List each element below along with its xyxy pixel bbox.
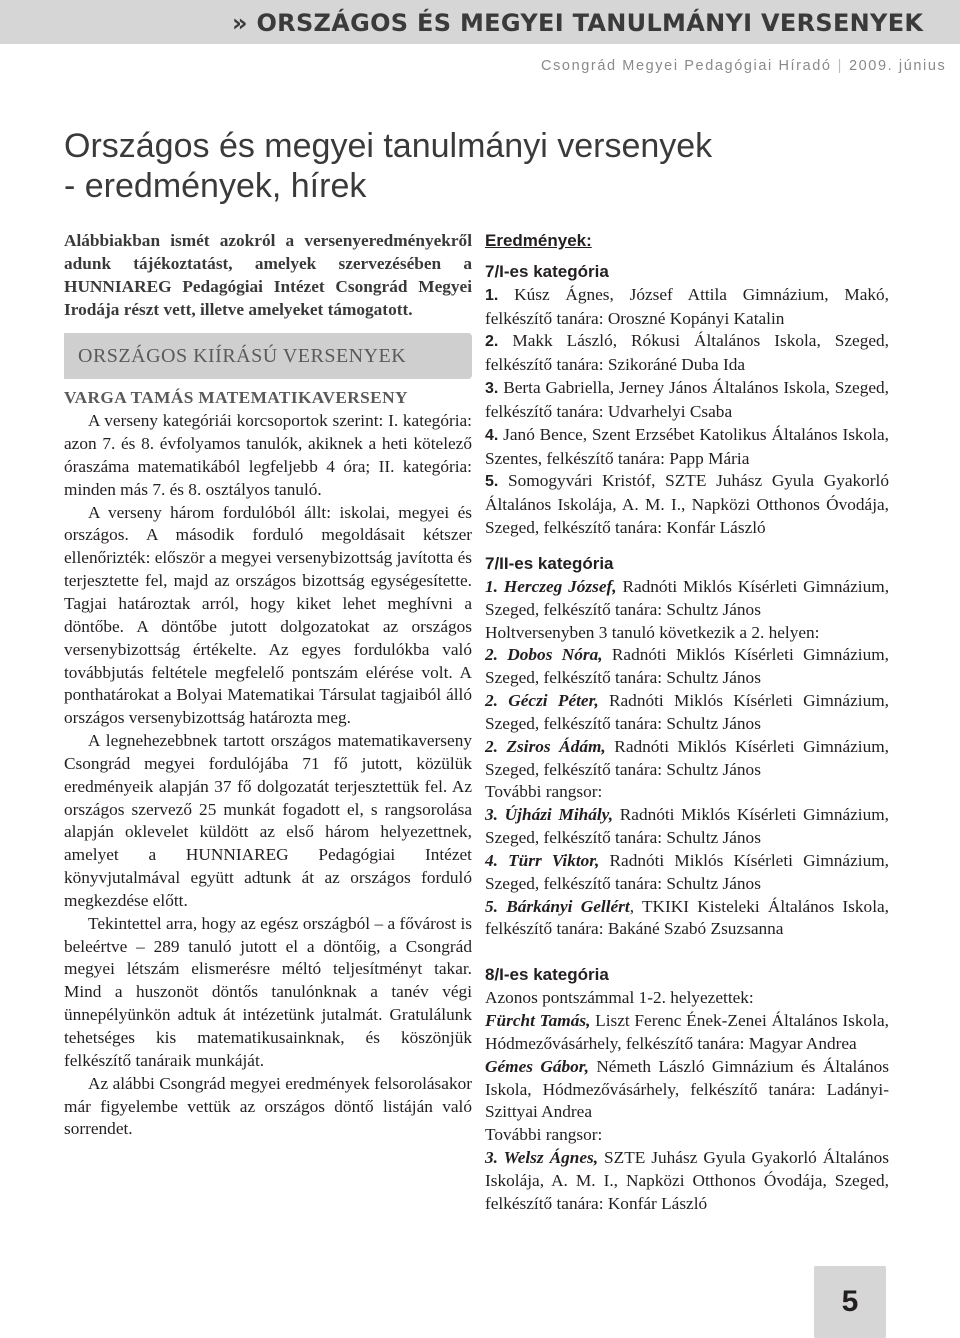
- result-text: Somogyvári Kristóf, SZTE Juhász Gyula Gyakorló Általános Iskolája, A. M. I., Napközi Otthonos Óvodája, Szeged, felkészítő tanára: Konfár László: [485, 471, 889, 538]
- student-name: 2. Zsiros Ádám,: [485, 736, 606, 756]
- body-paragraph: Az alábbi Csongrád megyei eredmények felsorolásakor már figyelembe vettük az országos döntő listáján való sorrendet.: [64, 1073, 472, 1139]
- spacer: [485, 941, 889, 951]
- publication-date: 2009. június: [848, 58, 947, 74]
- result-entry: [485, 377, 889, 424]
- student-name: 3. Újházi Mihály,: [485, 805, 614, 825]
- result-note: Holtversenyben 3 tanuló következik a 2. helyen:: [485, 622, 820, 642]
- result-text: SZTE Juhász Gyula Gyakorló Általános Iskolája, A. M. I., Napközi Otthonos Óvodája, Szeged, felkészítő tanára: Konfár László: [485, 1148, 889, 1213]
- category-heading: 7/II-es kategória: [485, 553, 614, 573]
- result-text: , TKIKI Kisteleki Általános Iskola, felkészítő tanára: Bakáné Szabó Zsuzsanna: [485, 896, 889, 939]
- article-title: [64, 126, 884, 206]
- category-heading: 7/I-es kategória: [485, 261, 609, 281]
- result-entry: [485, 1056, 889, 1125]
- rank-number: 5.: [485, 473, 499, 491]
- article-title-line-1: Országos és megyei tanulmányi versenyek: [64, 127, 713, 165]
- result-text: Radnóti Miklós Kísérleti Gimnázium, Szeged, felkészítő tanára: Schultz János: [485, 576, 890, 619]
- student-name: 2. Géczi Péter,: [485, 691, 599, 711]
- student-name: 3. Welsz Ágnes,: [485, 1148, 599, 1168]
- student-name: 4. Türr Viktor,: [485, 850, 600, 870]
- header-separator: |: [837, 58, 843, 74]
- result-text: Berta Gabriella, Jerney János Általános Iskola, Szeged, felkészítő tanára: Udvarhelyi Csaba: [485, 378, 889, 421]
- result-entry: [485, 644, 889, 690]
- rank-number: 1.: [485, 286, 499, 304]
- body-paragraph: Tekintettel arra, hogy az egész országból – a fővárost is beleértve – 289 tanuló jutott el a döntőig, a Csongrád megyei létszám elismerésre méltó teljesítményt takar. Mind a huszonöt döntős tanulónknak a tanév végi ünnepélyünkön adtuk át intézetünk jutalmát. Gratulálunk tehetséges kis matematikusainknak, és köszönjük felkészítő tanáraik munkáját.: [64, 913, 472, 1070]
- result-entry: [485, 1147, 889, 1216]
- spacer: [485, 540, 889, 553]
- spacer: [485, 951, 889, 964]
- category-heading: 8/I-es kategória: [485, 965, 609, 985]
- body-paragraph: A verseny kategóriái korcsoportok szerint: I. kategória: azon 7. és 8. évfolyamos tanulók, akiknek a heti kötelező óraszáma matematikából legfeljebb 4 óra; II. kategória: minden más 7. és 8. osztályos tanuló.: [64, 411, 472, 499]
- body-paragraph: A legnehezebbnek tartott országos matematikaverseny Csongrád megyei fordulójába 71 fő jutott, közülük eredményeik alapján 37 fő dolgozatát terjesztettük fel. Az országos szervező 25 munkát fogadott el, s rangsorolása alapján oklevelet küldött az első három helyezettnek, amelyet a HUNNIAREG Pedagógiai Intézet könyvjutalmával együtt adtunk át az országos forduló megkezdése előtt.: [64, 731, 472, 910]
- student-name: 1. Herczeg József,: [485, 576, 617, 596]
- rank-number: 2.: [485, 333, 499, 351]
- result-entry: [485, 330, 889, 377]
- result-text: Radnóti Miklós Kísérleti Gimnázium, Szeged, felkészítő tanára: Schultz János: [485, 691, 889, 733]
- section-heading: ORSZÁGOS KIÍRÁSÚ VERSENYEK: [64, 333, 472, 379]
- publication-name: Csongrád Megyei Pedagógiai Híradó: [541, 58, 832, 74]
- result-text: Radnóti Miklós Kísérleti Gimnázium, Szeged, felkészítő tanára: Schultz János: [485, 850, 889, 893]
- result-text: Radnóti Miklós Kísérleti Gimnázium, Szeged, felkészítő tanára: Schultz János: [485, 736, 889, 779]
- student-name: Fürcht Tamás,: [485, 1011, 591, 1030]
- result-text: Németh László Gimnázium és Általános Iskola, Hódmezővásárhely, felkészítő tanára: Ladányi-Szittyai Andrea: [485, 1056, 889, 1122]
- result-text: Liszt Ferenc Ének-Zenei Általános Iskola, Hódmezővásárhely, felkészítő tanára: Magyar Andrea: [485, 1011, 889, 1053]
- result-entry: [485, 1010, 889, 1056]
- result-entry: [485, 576, 889, 622]
- student-name: 5. Bárkányi Gellért: [485, 896, 630, 916]
- result-entry: [485, 736, 889, 782]
- results-heading: Eredmények:: [485, 231, 592, 250]
- section-header-title: » ORSZÁGOS ÉS MEGYEI TANULMÁNYI VERSENYEK: [232, 9, 924, 37]
- result-entry: [485, 896, 889, 942]
- result-note: További rangsor:: [485, 782, 603, 802]
- result-text: Radnóti Miklós Kísérleti Gimnázium, Szeged, felkészítő tanára: Schultz János: [485, 645, 889, 688]
- result-text: Janó Bence, Szent Erzsébet Katolikus Általános Iskola, Szentes, felkészítő tanára: Papp Mária: [485, 424, 889, 468]
- result-entry: [485, 690, 889, 736]
- rank-number: 4.: [485, 426, 499, 444]
- result-entry: [485, 284, 889, 331]
- result-text: Makk László, Rókusi Általános Iskola, Szeged, felkészítő tanára: Szikoráné Duba Ida: [485, 331, 889, 375]
- page-number: 5: [814, 1266, 886, 1338]
- result-entry: [485, 850, 889, 896]
- result-entry: [485, 804, 889, 850]
- intro-paragraph: Alábbiakban ismét azokról a versenyeredményekről adunk tájékoztatást, amelyek szervezésében a HUNNIAREG Pedagógiai Intézet Csongrád Megyei Irodája részt vett, illetve amelyeket támogatott.: [64, 231, 472, 319]
- student-name: Gémes Gábor,: [485, 1056, 589, 1076]
- result-note: Azonos pontszámmal 1-2. helyezettek:: [485, 988, 754, 1008]
- competition-title: VARGA TAMÁS MATEMATIKAVERSENY: [64, 388, 408, 408]
- article-title-line-2: - eredmények, hírek: [64, 167, 367, 205]
- result-text: Radnóti Miklós Kísérleti Gimnázium, Szeged, felkészítő tanára: Schultz János: [485, 805, 890, 848]
- result-text: Kúsz Ágnes, József Attila Gimnázium, Makó, felkészítő tanára: Oroszné Kopányi Katalin: [485, 284, 889, 328]
- publication-line: [541, 58, 946, 74]
- result-entry: [485, 424, 889, 471]
- body-paragraph: A verseny három fordulóból állt: iskolai, megyei és országos. A második forduló megoldásait kétszer ellenőrizték: először a megyei versenybizottság javította és terjesztette fel, majd az országos bizottság egységesítette. Tagjai határoztak arról, hogy kiket lehet meghívni a döntőbe. A döntőbe jutott dolgozatokat az országos versenybizottság értékelte. Az egyes fordulókba való továbbjutás feltétele megfelelő pontszám elérése volt. A ponthatárokat a Bolyai Matematikai Társulat tagjaiból álló országos versenybizottság határozta meg.: [64, 502, 472, 728]
- left-column: [64, 230, 472, 1141]
- right-column: [485, 230, 889, 1216]
- student-name: 2. Dobos Nóra,: [485, 645, 603, 665]
- result-note: További rangsor:: [485, 1125, 603, 1145]
- result-entry: [485, 470, 889, 540]
- rank-number: 3.: [485, 380, 499, 398]
